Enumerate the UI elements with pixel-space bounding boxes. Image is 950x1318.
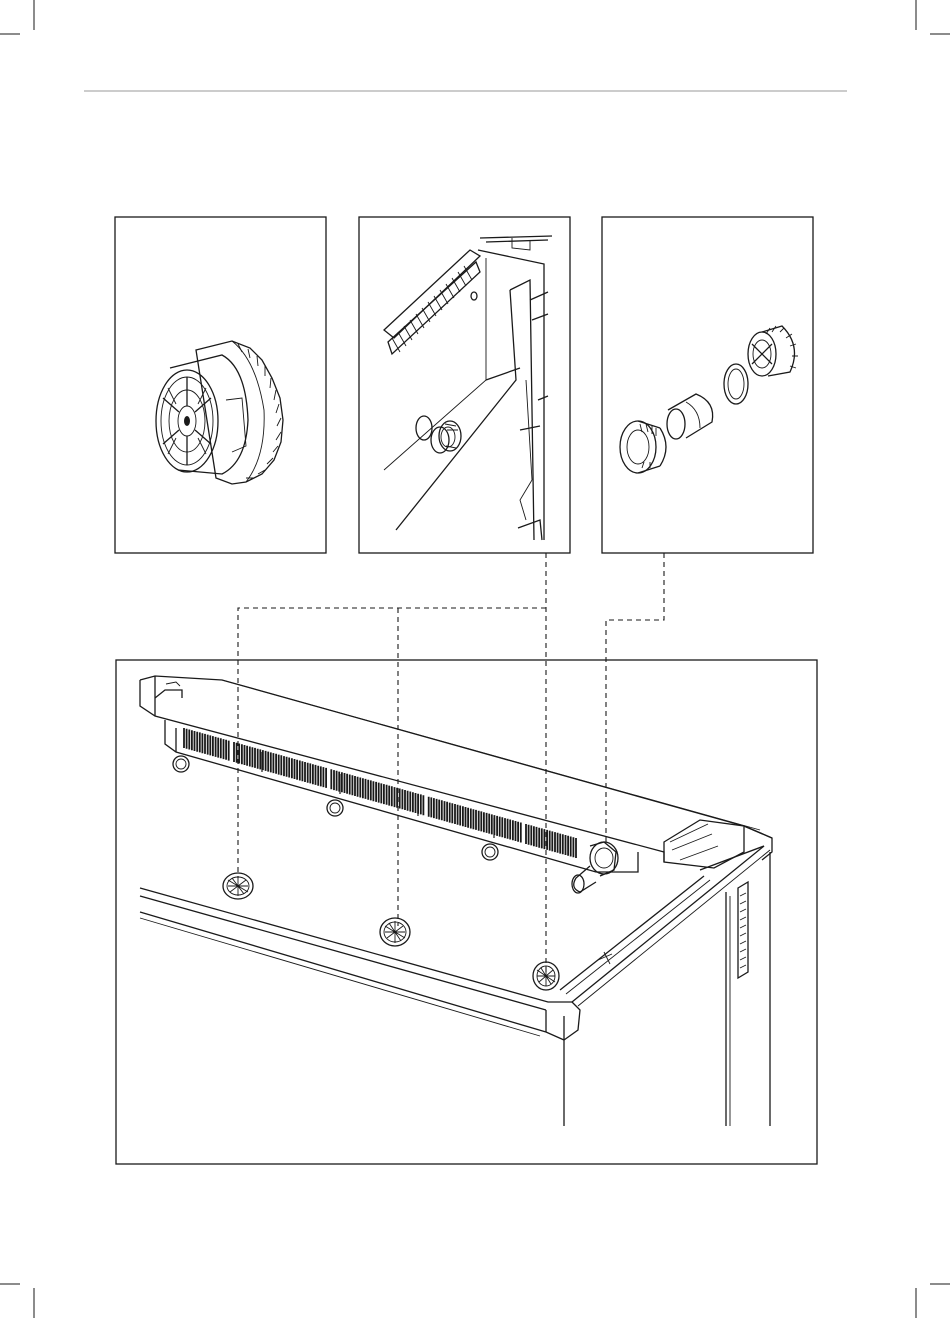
- tube-icon: [667, 394, 713, 439]
- panel-filter-cap: [115, 217, 326, 553]
- filter-grilles: [223, 873, 559, 990]
- vent-slats: [392, 266, 472, 352]
- panel-exploded-parts: [602, 217, 813, 553]
- side-rail-slots: [740, 893, 746, 968]
- vent-slot: [184, 728, 576, 858]
- panel-inside-view: [359, 217, 570, 553]
- filter-cap-icon: [156, 341, 283, 484]
- hose-nut-icon: [620, 421, 666, 473]
- cap-nut-icon: [748, 326, 798, 376]
- filter-grille-icon: [380, 918, 410, 946]
- o-ring-icon: [724, 364, 748, 404]
- panel-fridge-overview: [116, 660, 817, 1164]
- vent-slots: [184, 728, 576, 858]
- filter-grille-icon: [533, 962, 559, 990]
- filter-grille-icon: [223, 873, 253, 899]
